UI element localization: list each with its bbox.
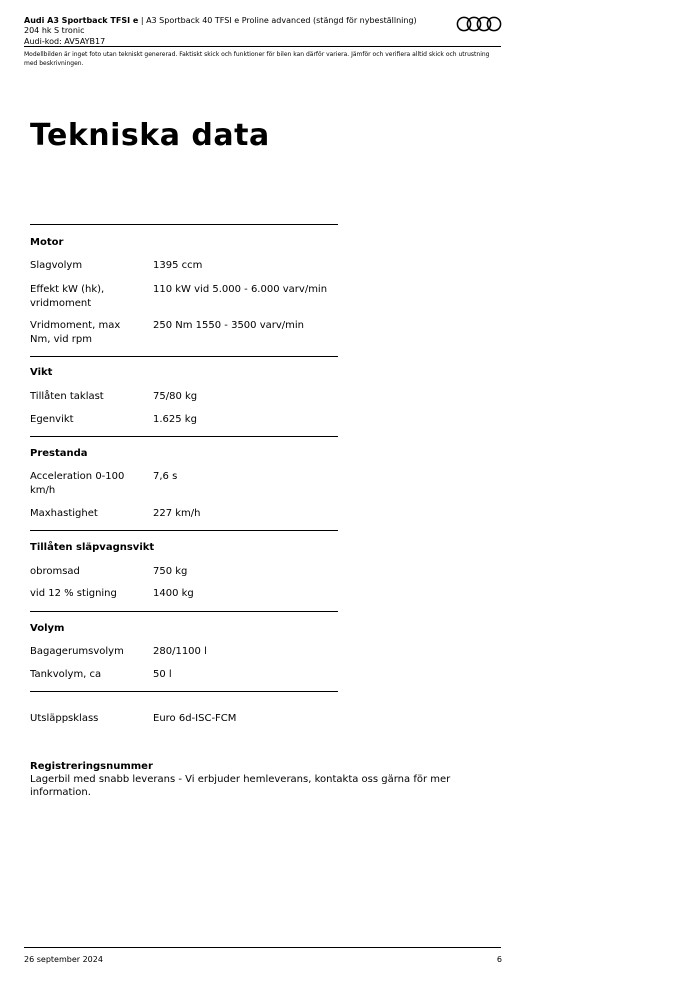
spec-label: Effekt kW (hk), vridmoment [30,284,105,309]
section-divider [30,691,338,692]
spec-label: Utsläppsklass [30,713,99,724]
spec-label: Egenvikt [30,414,74,425]
section-divider [30,611,338,612]
spec-value: 227 km/h [153,508,201,519]
spec-value: 280/1100 l [153,646,207,657]
spec-label: Tillåten taklast [30,391,104,402]
footer-divider [24,947,501,948]
spec-label: Bagagerumsvolym [30,646,124,657]
spec-value: 75/80 kg [153,391,198,402]
section-heading-slapvagnsvikt: Tillåten släpvagnsvikt [30,542,155,553]
spec-value: 1395 ccm [153,260,203,271]
spec-value: 110 kW vid 5.000 - 6.000 varv/min [153,284,328,295]
section-heading-motor: Motor [30,237,64,248]
spec-value: 1400 kg [153,588,194,599]
section-heading-prestanda: Prestanda [30,448,88,459]
page-number: 6 [496,955,502,964]
spec-value: Euro 6d-ISC-FCM [153,713,237,724]
spec-value: 250 Nm 1550 - 3500 varv/min [153,320,305,331]
header-divider [24,46,501,47]
spec-label: Vridmoment, max Nm, vid rpm [30,320,121,345]
spec-label: Maxhastighet [30,508,98,519]
section-heading-volym: Volym [30,623,65,634]
section-divider [30,224,338,225]
section-heading-vikt: Vikt [30,367,53,378]
footer-date: 26 september 2024 [24,955,103,964]
header-model-title [24,16,424,36]
spec-label: Acceleration 0-100 km/h [30,471,125,496]
section-divider [30,356,338,357]
section-divider [30,436,338,437]
registration-text: Lagerbil med snabb leverans - Vi erbjuder hemleverans, kontakta oss gärna för mer information. [30,774,451,798]
spec-value: 7,6 s [153,471,178,482]
section-divider [30,530,338,531]
header-model-description: A3 Sportback 40 TFSI e Proline advanced (stängd för nybeställning) 204 hk S tronic [24,16,417,35]
spec-label: obromsad [30,566,80,577]
header-disclaimer: Modellbilden är inget foto utan tekniskt genererad. Faktiskt skick och funktioner för bilen kan därför variera. Jämför och verifiera alltid skick och utrustning med beskrivningen. [24,51,490,67]
header-audi-code: Audi-kod: AV5AYB17 [24,37,106,46]
page-title: Tekniska data [30,118,270,153]
audi-rings-logo [456,16,502,32]
spec-value: 1.625 kg [153,414,197,425]
spec-value: 50 l [153,669,172,680]
spec-value: 750 kg [153,566,188,577]
spec-label: vid 12 % stigning [30,588,117,599]
registration-heading: Registreringsnummer [30,761,153,772]
header-separator: | [138,16,147,25]
spec-label: Tankvolym, ca [30,669,102,680]
spec-label: Slagvolym [30,260,83,271]
header-model-name: Audi A3 Sportback TFSI e [24,16,139,25]
